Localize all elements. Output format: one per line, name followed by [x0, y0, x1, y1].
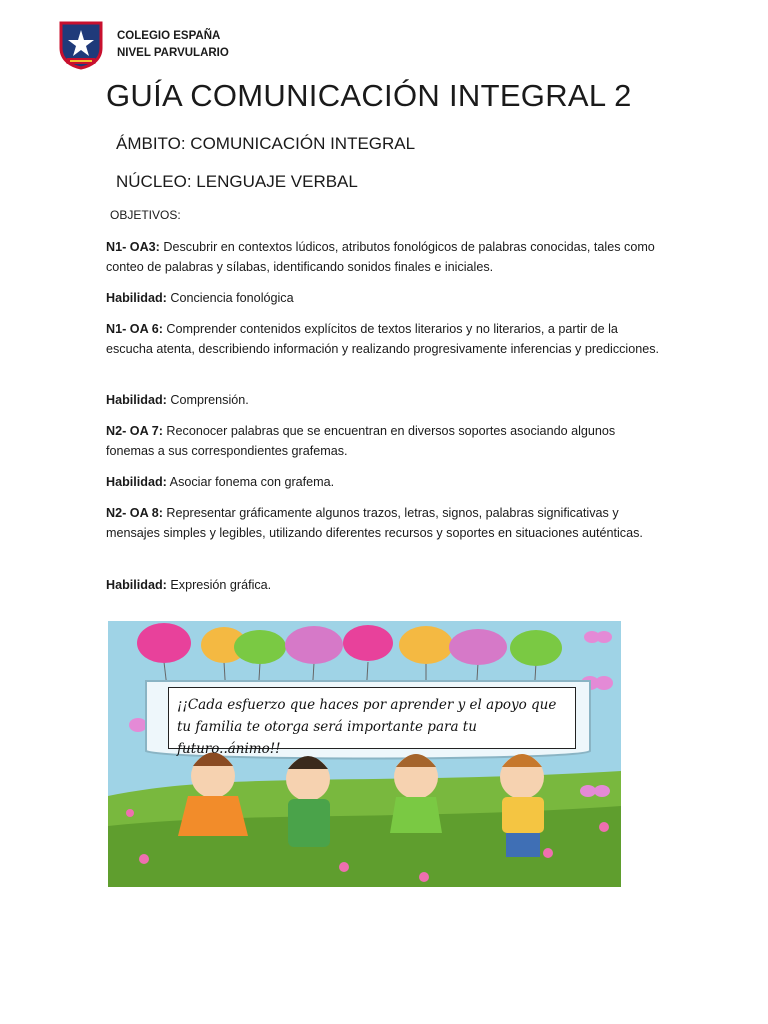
skill-line — [106, 575, 666, 595]
balloon — [449, 629, 507, 665]
skill-text: Asociar fonema con grafema. — [166, 475, 335, 489]
objective-paragraph — [106, 503, 666, 543]
objective-text: Reconocer palabras que se encuentran en diversos soportes asociando algunos fonemas a sus correspondientes grafemas. — [106, 424, 616, 458]
balloon — [343, 625, 393, 661]
school-header — [117, 28, 229, 62]
school-name: COLEGIO ESPAÑA — [117, 30, 221, 42]
skill-label: Habilidad: — [106, 578, 167, 592]
balloon — [285, 626, 343, 664]
skill-line — [106, 472, 666, 492]
objective-code: N1- OA 6: — [106, 322, 163, 336]
page-title: GUÍA COMUNICACIÓN INTEGRAL 2 — [106, 78, 632, 113]
skill-text: Conciencia fonológica — [166, 291, 294, 305]
school-level: NIVEL PARVULARIO — [117, 47, 229, 59]
motivational-message: ¡¡Cada esfuerzo que haces por aprender y el apoyo que tu familia te otorga será importante para tu futuro..ánimo!! — [168, 687, 576, 749]
objetivos-label: OBJETIVOS: — [110, 208, 181, 222]
objective-text: Representar gráficamente algunos trazos, letras, signos, palabras significativas y mensajes simples y legibles, utilizando diferentes recursos y soportes en situaciones auténticas. — [106, 506, 643, 540]
school-crest-icon — [58, 20, 104, 70]
skill-label: Habilidad: — [106, 475, 167, 489]
skill-text: Comprensión. — [166, 393, 249, 407]
balloon — [510, 630, 562, 666]
balloon — [234, 630, 286, 664]
skill-line — [106, 288, 666, 308]
skill-text: Expresión gráfica. — [166, 578, 272, 592]
objective-code: N2- OA 7: — [106, 424, 163, 438]
objective-code: N1- OA3: — [106, 240, 160, 254]
balloon — [399, 626, 453, 664]
ambito-heading: ÁMBITO: COMUNICACIÓN INTEGRAL — [116, 134, 416, 153]
skill-label: Habilidad: — [106, 393, 167, 407]
objective-paragraph — [106, 237, 666, 277]
objective-paragraph — [106, 319, 666, 359]
objective-text: Comprender contenidos explícitos de textos literarios y no literarios, a partir de la escucha atenta, describiendo información y realizando progresivamente inferencias y predicciones. — [106, 322, 660, 356]
objective-text: Descubrir en contextos lúdicos, atributos fonológicos de palabras conocidas, tales como conteo de palabras y sílabas, identificando sonidos finales e iniciales. — [106, 240, 655, 274]
objective-code: N2- OA 8: — [106, 506, 163, 520]
nucleo-heading: NÚCLEO: LENGUAJE VERBAL — [116, 172, 358, 191]
skill-label: Habilidad: — [106, 291, 167, 305]
balloon — [137, 623, 191, 663]
skill-line — [106, 390, 666, 410]
objective-paragraph — [106, 421, 666, 461]
